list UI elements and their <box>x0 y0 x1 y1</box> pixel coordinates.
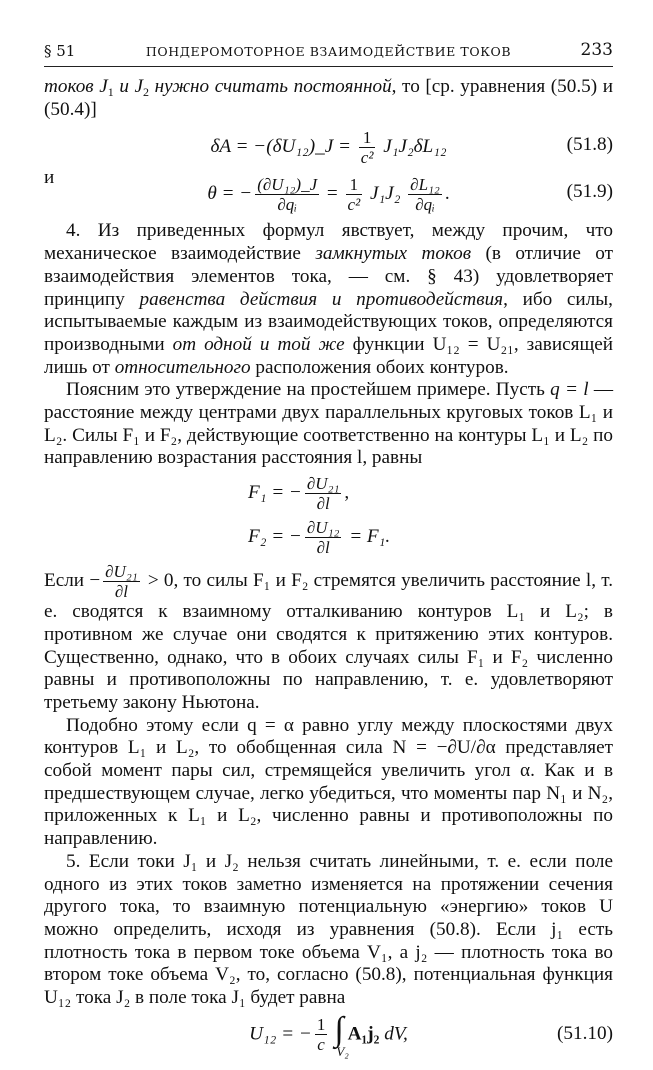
equation-51-10: U₁₂ = − $\frac{1}{c}$ ∫ V₂ A₁j₂ dV, (51.10) <box>249 1010 613 1059</box>
conjunction: и <box>44 167 55 189</box>
intro-paragraph: токов $J_1$ и $J_2$ нужно считать постоянной, то [ср. уравнения (50.5) и (50.4)] <box>44 76 613 120</box>
equation-f1: F₁ = − $\frac{\text{∂U₂₁}}{\partial l}$ , <box>248 474 350 514</box>
paragraph-4: 4. Из приведенных формул явствует, между прочим, что механическое взаимодействие замкнутых токов (в отличие от взаимодействия элементов тока, — см. § 43) удовлетворяет принципу равенства действия и противодействия, ибо силы, испытываемые каждым из взаимодействующих токов, определяются производными от одной и той же функции U₁₂ = U₂₁, зависящей лишь от относительного расположения обоих контуров. <box>44 220 614 378</box>
paragraph-angle: Подобно этому если q = α равно углу между плоскостями двух контуров L₁ и L₂, то обобщенная сила N = −∂U/∂α представляет собой момент пары сил, стремящейся увеличить угол α. Как и в предшествующем случае, легко убедиться, что моменты пар N₁ и N₂, приложенных к L₁ и L₂, численно равны и противоположны по направлению. <box>44 714 613 850</box>
paragraph-example: Поясним это утверждение на простейшем примере. Пусть q = l — расстояние между центрами двух параллельных круговых токов L₁ и L₂. Силы F₁ и F₂, действующие соответственно на контуры L₁ и L₂ по направлению возрастания расстояния l, равны <box>44 379 614 469</box>
equation-number: (51.8) <box>566 134 613 156</box>
paragraph-5: 5. Если токи J₁ и J₂ нельзя считать линейными, т. е. если поле одного из этих токов заметно изменяется на протяжении сечения другого тока, то взаимную потенциальную «энергию» токов U можно определить, исходя из уравнения (50.8). Если j₁ есть плотность тока в первом токе объема V₁, а j₂ — плотность тока во втором токе объема V₂, то, согласно (50.8), потенциальная функция U₁₂ тока J₂ в поле тока J₁ будет равна <box>44 850 613 1009</box>
equation-number: (51.9) <box>566 181 613 203</box>
integral-sign: ∫ V₂ <box>334 1010 349 1059</box>
section-number: § 51 <box>44 42 76 60</box>
running-header <box>44 40 613 67</box>
equation-51-8: δA = −(δU₁₂)_J = $\frac{1}{\text{c²}}$ J₁J₂δL₁₂ (51.8) <box>210 128 613 168</box>
equation-51-9: и θ = − $\frac{\text{(∂U₁₂)\_J}}{\text{∂qᵢ}}$ = $\frac{1}{\text{c²}}$ J₁J₂ $\frac{\text{∂L₁₂}}{\text{∂qᵢ}}$ . (51.9) <box>44 167 613 215</box>
force-equations <box>44 470 613 562</box>
running-title: ПОНДЕРОМОТОРНОЕ ВЗАИМОДЕЙСТВИЕ ТОКОВ <box>145 44 512 59</box>
page-body <box>44 76 613 1070</box>
equation-f2: F₂ = − $\frac{\text{∂U₁₂}}{\partial l}$ = F₁. <box>248 518 391 558</box>
equation-number: (51.10) <box>557 1022 613 1044</box>
paragraph-sign: Если − $\frac{\text{∂U₂₁}}{\partial l}$ > 0, то силы F₁ и F₂ стремятся увеличить расстояние l, т. е. сводятся к взаимному отталкиванию контуров L₁ и L₂; в противном же случае они сводятся к притяжению этих контуров. Существенно, однако, что в обоих случаях силы F₁ и F₂ численно равны и противоположны по направлению, т. е. удовлетворяют третьему закону Ньютона. <box>44 562 613 713</box>
page-number: 233 <box>580 40 613 60</box>
